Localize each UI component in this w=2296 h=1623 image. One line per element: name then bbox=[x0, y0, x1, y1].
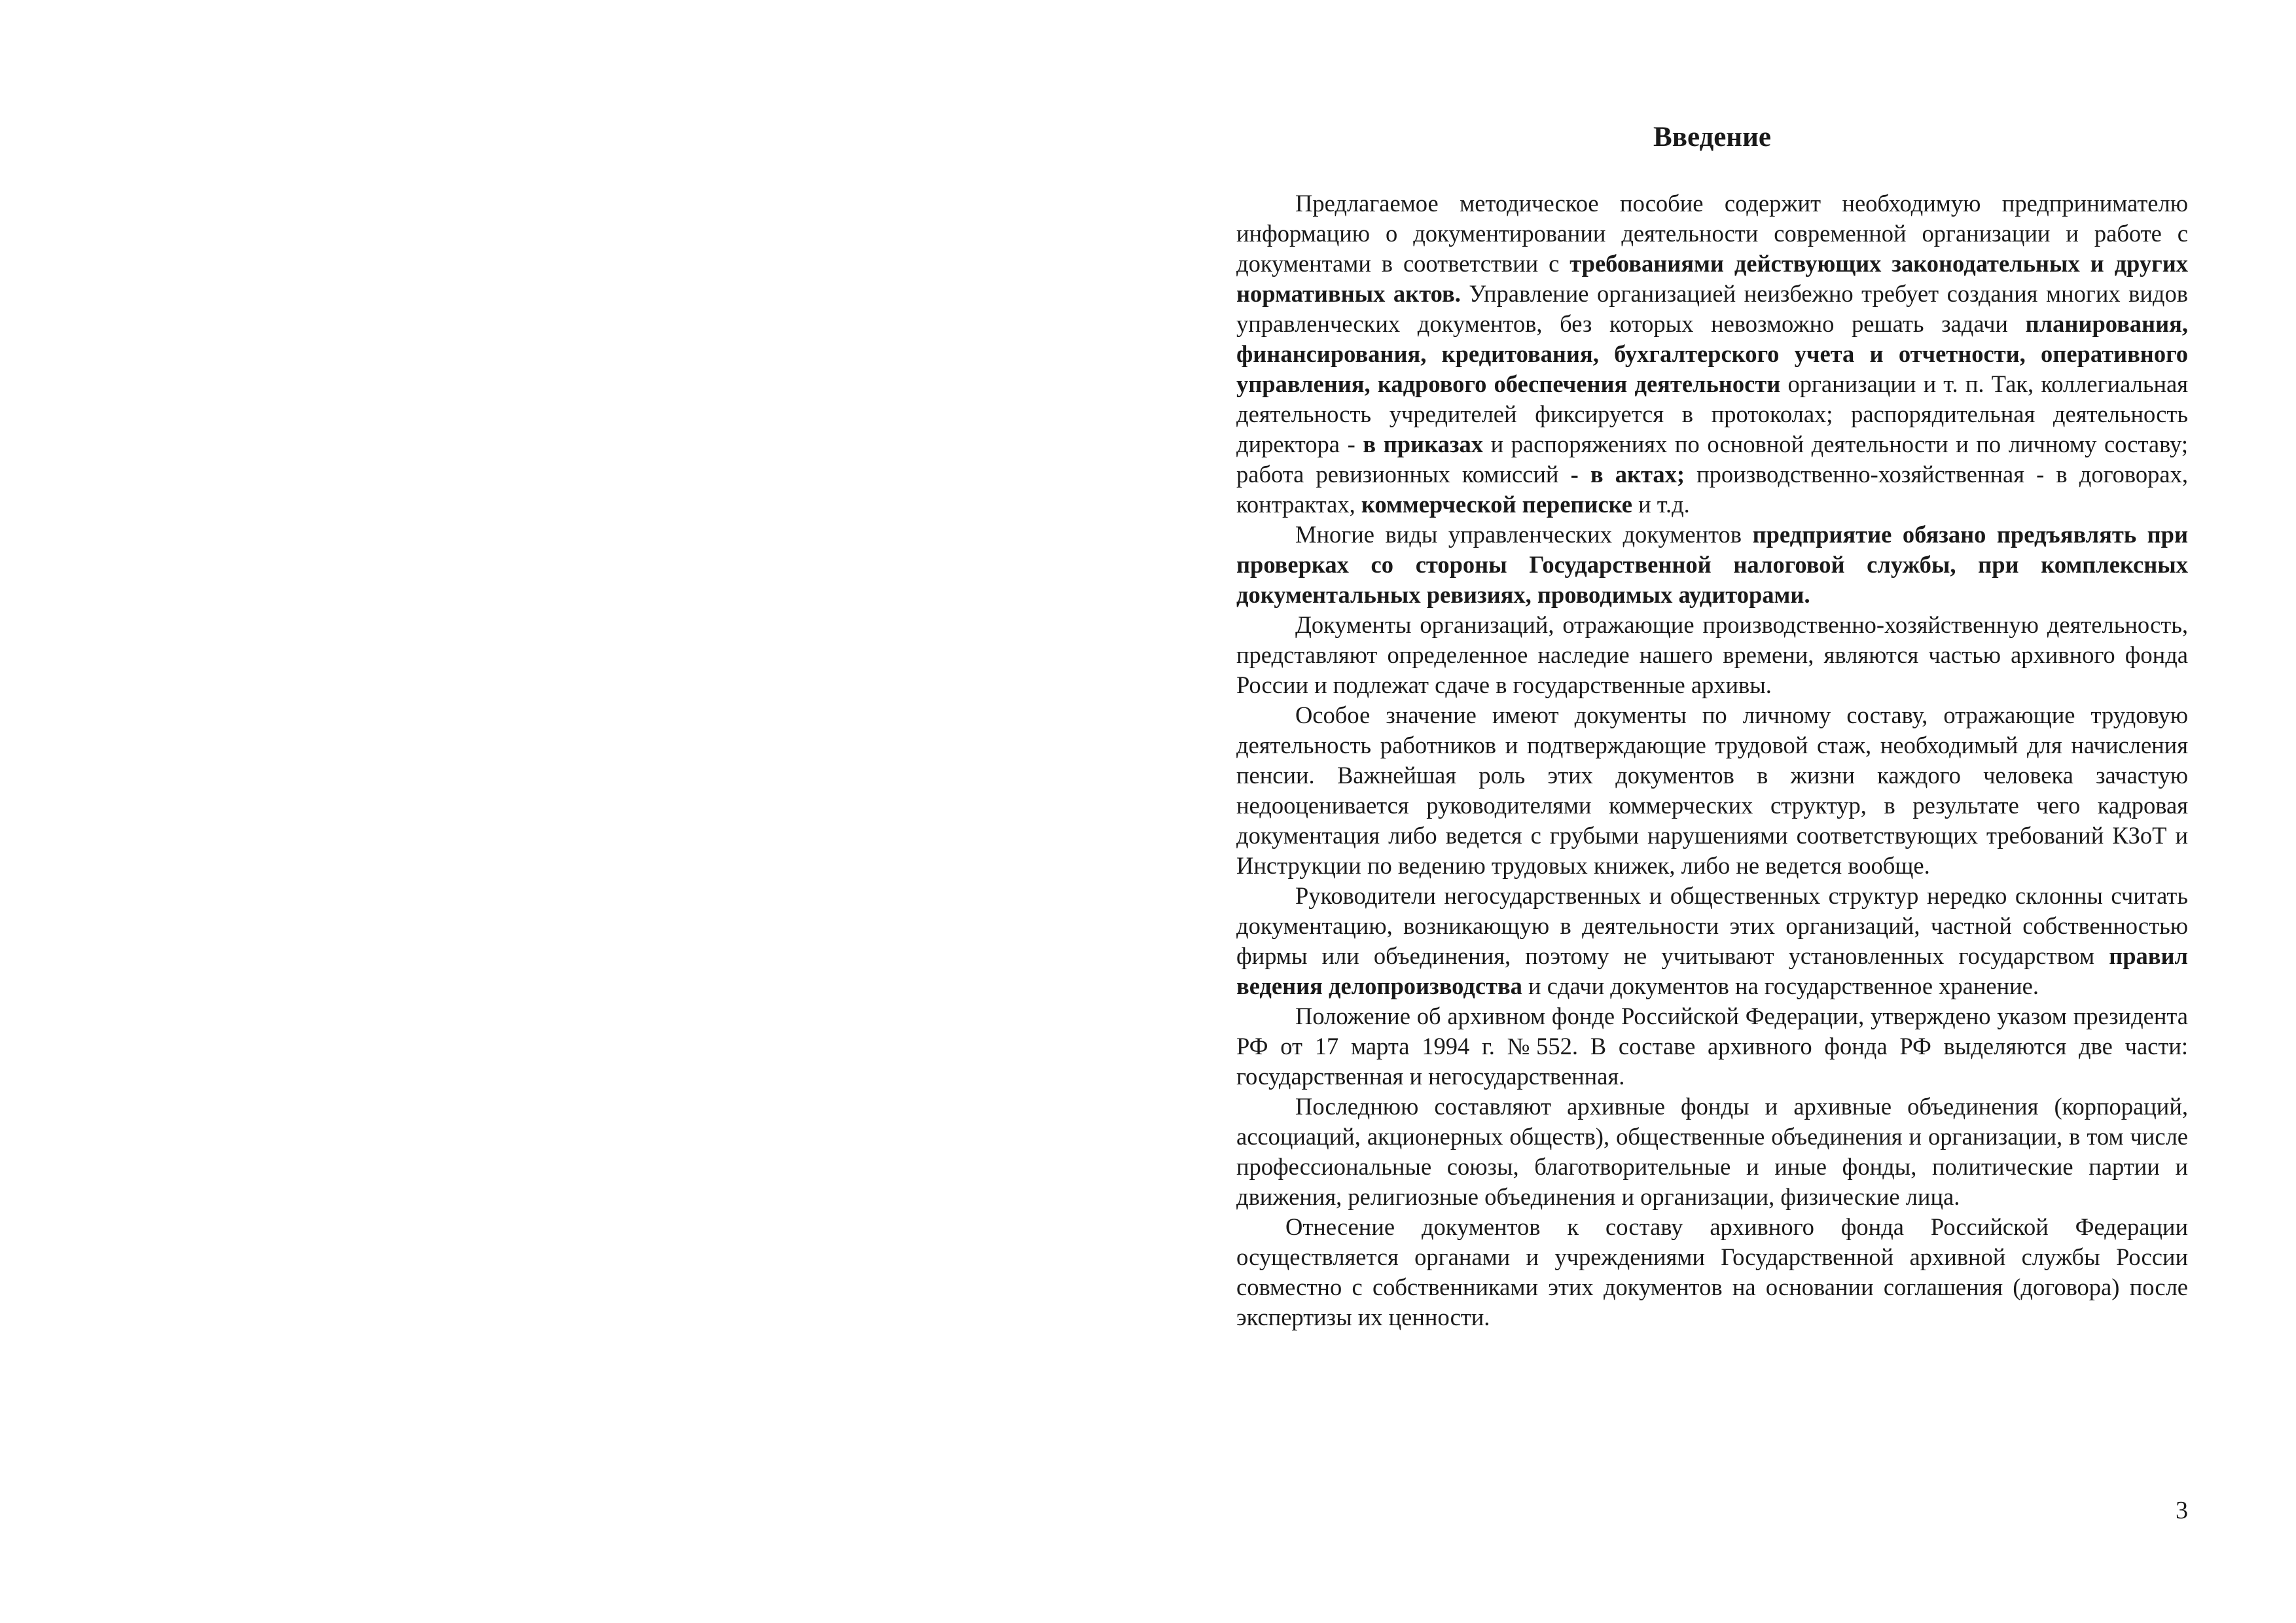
text-segment: организации и т. п. Так, коллегиальная деятельность учредителей фиксируется в протоколах; распорядительная деятельность директора - bbox=[1236, 370, 2189, 457]
bold-text-segment: коммерческой переписке bbox=[1361, 491, 1632, 518]
paragraph bbox=[1236, 610, 2188, 700]
paragraph bbox=[1236, 700, 2188, 881]
text-segment: Предлагаемое методическое пособие содержит необходимую предпринимателю информацию о документировании деятельности современной организации и работе с документами в соответствии с bbox=[1236, 190, 2188, 277]
bold-text-segment: правил ведения делопроизводства bbox=[1236, 942, 2188, 999]
body-text bbox=[1236, 188, 2188, 1332]
page-title: Введение bbox=[1653, 122, 1771, 152]
paragraph bbox=[1236, 1092, 2188, 1212]
text-segment: Документы организаций, отражающие производственно-хозяйственную деятельность, представляют определенное наследие нашего времени, являются частью архивного фонда России и подлежат сдаче в государственные архивы. bbox=[1236, 611, 2188, 698]
bold-text-segment: предприятие обязано предъявлять при проверках со стороны Государственной налоговой службы, при комплексных документальных ревизиях, проводимых аудиторами. bbox=[1236, 521, 2188, 608]
right-page bbox=[1236, 0, 2188, 1623]
bold-text-segment: - в актах; bbox=[1570, 461, 1685, 488]
text-segment: и сдачи документов на государственное хранение. bbox=[1522, 972, 2039, 999]
text-segment: производственно-хозяйственная - в договорах, контрактах, bbox=[1236, 461, 2188, 518]
page-number: 3 bbox=[2176, 1497, 2188, 1524]
text-segment: Последнюю составляют архивные фонды и архивные объединения (корпораций, ассоциаций, акционерных обществ), общественные объединения и организации, в том числе профессиональные союзы, благотворительные и иные фонды, политические партии и движения, религиозные объединения и организации, физические лица. bbox=[1236, 1093, 2188, 1210]
text-segment: Управление организацией неизбежно требует создания многих видов управленческих документов, без которых невозможно решать задачи bbox=[1236, 280, 2188, 337]
bold-text-segment: планирования, финансирования, кредитования, бухгалтерского учета и отчетности, оперативного управления, кадрового обеспечения деятельности bbox=[1236, 310, 2188, 397]
bold-text-segment: требованиями действующих законодательных и других нормативных актов. bbox=[1236, 250, 2188, 307]
bold-text-segment: в приказах bbox=[1363, 431, 1483, 457]
text-segment: и т.д. bbox=[1632, 491, 1690, 518]
paragraph bbox=[1236, 1001, 2188, 1092]
paragraph bbox=[1236, 520, 2188, 610]
paragraph bbox=[1236, 188, 2188, 520]
paragraph bbox=[1236, 1212, 2188, 1332]
text-segment: Особое значение имеют документы по личному составу, отражающие трудовую деятельность работников и подтверждающие трудовой стаж, необходимый для начисления пенсии. Важнейшая роль этих документов в жизни каждого человека зачастую недооценивается руководителями коммерческих структур, в результате чего кадровая документация либо ведется с грубыми нарушениями соответствующих требований КЗоТ и Инструкции по ведению трудовых книжек, либо не ведется вообще. bbox=[1236, 702, 2188, 879]
text-segment: Отнесение документов к составу архивного фонда Российской Федерации осуществляется органами и учреждениями Государственной архивной службы России совместно с собственниками этих документов на основании соглашения (договора) после экспертизы их ценности. bbox=[1236, 1213, 2188, 1330]
text-segment: и распоряжениях по основной деятельности и по личному составу; работа ревизионных комиссий bbox=[1236, 431, 2188, 488]
paragraph bbox=[1236, 881, 2188, 1001]
text-segment: Многие виды управленческих документов bbox=[1295, 521, 1753, 548]
text-segment: Руководители негосударственных и общественных структур нередко склонны считать документацию, возникающую в деятельности этих организаций, частной собственностью фирмы или объединения, поэтому не учитывают установленных государством bbox=[1236, 882, 2188, 969]
text-segment: Положение об архивном фонде Российской Федерации, утверждено указом президента РФ от 17 марта 1994 г. №552. В составе архивного фонда РФ выделяются две части: государственная и негосударственная. bbox=[1236, 1003, 2188, 1090]
